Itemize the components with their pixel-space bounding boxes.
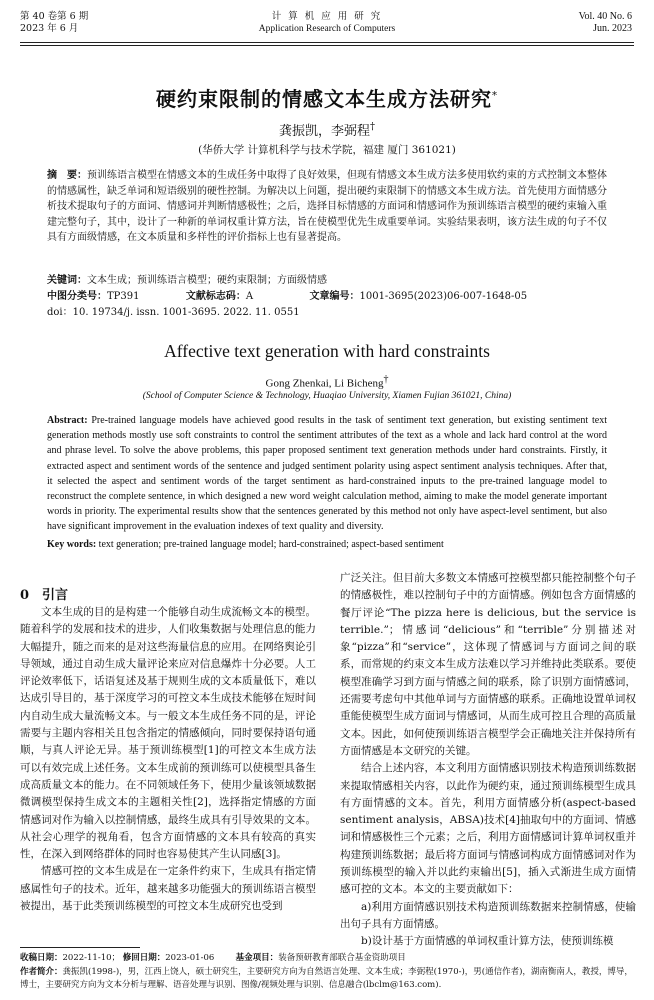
abstract-zh-text: 预训练语言模型在情感文本的生成任务中取得了良好效果，但现有情感文本生成方法多使用软约束的方式控制文本整体的情感属性，缺乏单词和短语级别的硬性控制。为解决以上问题，提出硬约束限制下的情感文本生成方法。首先使用方面情感分析技术提取句子的方面词、情感词并判断情感极性；之后，选择目标情感的方面词和情感词作为预训练语言模型的硬约束输入重建完整句子，其中，设计了一种新的单词权重计算方法，旨在使模型优先生成重要单词。实验结果表明，该方法生成的句子不仅具有方面级情感，在文本质量和多样性的评价指标上也有显著提高。 [47, 170, 607, 243]
volume-en: Vol. 40 No. 6 [578, 11, 632, 22]
contribution-item: a)利用方面情感识别技术构造预训练数据来控制情感，使输出句子具有方面情感。 [340, 900, 636, 930]
header-rule [20, 42, 634, 43]
journal-name-en: Application Research of Computers [258, 24, 396, 34]
received-label: 收稿日期： [20, 953, 63, 963]
body-paragraph: 文本生成的目的是构建一个能够自动生成流畅文本的模型。随着科学的发展和技术的进步，人们收集数据与处理信息的能力大幅提升，随之而来的是对这些海量信息的应用。在网络舆论引导领域，通过自动生成大量评论来应对信息爆炸十分必要。人工评论效率低下，话语复述及基于规则生成的文本质量低下，难以达成引导目的，基于深度学习的可控文本生成技术能够在短时间内自动生成大量流畅文本。与一般文本生成任务不同的是，评论需要与主题内容相关且包含指定的情感倾向，同时要保持语句通顺，与真人评论无异。基于预训练模型[1]的可控文本生成方法可以有效完成上述任务。文本生成前的预训练可以使模型具备生成高质量文本的能力。在不同领域任务下，使用少量该领域数据微调模型保持生成文本的主题相关性[2]，选择指定情感的方面情感词对作为输入以控制情感，最终生成具有引导效果的文本。从社会心理学的视角看，包含方面情感的文本具有较高的真实性，在深入到网络群体的同时也容易使其产生认同感[3]。 [20, 606, 316, 861]
doi: doi：10. 19734/j. issn. 1001-3695. 2022. 11. 0551 [47, 307, 300, 318]
bio-text: 龚振凯(1998-)，男，江西上饶人，硕士研究生，主要研究方向为自然语言处理、文本生成；李弼程(1970-)，男(通信作者)，湖南衡南人，教授，博导，博士，主要研究方向为文本分析与理解、语音处理与识别、图像/视频处理与识别、信息融合(lbclm@163.com). [20, 967, 633, 990]
keywords-en-text: text generation; pre-trained language model; hard-constrained; aspect-based sentiment [98, 539, 444, 550]
doc-code-label: 文献标志码： [185, 291, 246, 302]
authors-zh-text: 龚振凯，李弼程 [278, 124, 370, 139]
authors-en-text: Gong Zhenkai, Li Bicheng [265, 377, 384, 390]
paper-title-zh [0, 83, 654, 112]
contribution-item: b)设计基于方面情感的单词权重计算方法，使预训练模 [361, 935, 614, 948]
body-paragraph: 结合上述内容，本文利用方面情感识别技术构造预训练数据来提取情感相关内容，以此作为硬约束，通过预训练模型生成具有方面情感的文本。首先，利用方面情感分析(aspect-based sentiment analysis，ABSA)技术[4]抽取句中的方面词、情感词和情感极性三个元素；之后，利用方面情感词计算单词权重并构建预训练数据；最后将方面词与情感词构成方面情感词对作为预训练模型的输入并以此约束输出[5]，插入式渐进生成方面情感可控的文本。本文的主要贡献如下： [340, 762, 636, 896]
bio-label: 作者简介： [20, 967, 63, 977]
article-no-label: 文章编号： [309, 291, 360, 302]
affiliation-zh: (华侨大学 计算机科学与技术学院，福建 厦门 361021) [198, 144, 456, 156]
body-column-right [340, 570, 636, 951]
section-heading: 0 引言 [20, 588, 69, 603]
keywords-en-label: Key words: [47, 539, 97, 550]
keywords-en [47, 538, 607, 552]
footnote-bio [20, 966, 634, 992]
affiliation-en: (School of Computer Science & Technology, Huaqiao University, Xiamen Fujian 361021, China) [142, 391, 512, 401]
footnote-dates [20, 952, 634, 965]
article-no-value: 1001-3695(2023)06-007-1648-05 [359, 291, 528, 302]
date-zh: 2023 年 6 月 [20, 23, 79, 34]
volume-zh: 第 40 卷第 6 期 [20, 11, 89, 22]
title-footnote-mark: * [492, 90, 498, 102]
abstract-en [47, 413, 607, 535]
paper-title-zh-text: 硬约束限制的情感文本生成方法研究 [156, 87, 492, 111]
classification-line [47, 289, 607, 304]
paper-title-en: Affective text generation with hard constraints [164, 341, 490, 361]
clc-value: TP391 [107, 291, 140, 302]
authors-zh [0, 120, 654, 139]
received-date: 2022-11-10； [62, 953, 121, 963]
date-en: Jun. 2023 [593, 23, 632, 34]
body-paragraph: 情感可控的文本生成是在一定条件约束下，生成具有指定情感属性句子的技术。近年，越来越多功能强大的预训练语言模型被提出，基于此类预训练模型的可控文本生成研究也受到 [20, 865, 316, 913]
body-paragraph: 广泛关注。但目前大多数文本情感可控模型都只能控制整个句子的情感极性，难以控制句子中的方面情感。例如包含方面情感的餐厅评论“The pizza here is delicious, but the service is terrible.”；情感词“delicious”和“terrible”分别描述对象“pizza”和“service”，这体现了情感词与方面词之间的联系，而常规的约束文本生成方法难以学习并维持此类联系。要使模型准确学习到方面与情感之间的联系，除了识别方面情感词，还需要考虑句中其他单词与方面情感的联系。正确地设置单词权重能使模型生成方面词与情感词，从而生成可控且合理的高质量文本。因此，如何使预训练语言模型学会正确地关注并保持所有方面情感是本文研究的关键。 [340, 572, 636, 757]
abstract-zh [47, 168, 607, 246]
doc-code-value: A [245, 291, 254, 302]
body-column-left [20, 604, 316, 915]
abstract-en-text: Pre-trained language models have achieved good results in the task of sentiment text generation, but existing sentiment text generation methods mostly use soft constraints to control the sentiment attributes of the text as a whole and lack hard control at the word and phrase level. To solve the above problems, this paper proposed sentiment text generation methods under hard constraints. Firstly, it extracted aspect and sentiment words of the sentence and judged sentiment polarity using aspect sentiment analysis techniques. After that, it selected the aspect and sentiment words of the target sentiment as hard-constrained inputs to the pre-trained language model to reconstruct the complete sentence, in which designed a new word weight calculation method, aiming to make the model generate important words in priority. The experimental results show that the sentences generated by this method not only have aspect-level sentiment, but also have significant improvement in the evaluation indexes of text quality and diversity. [47, 415, 607, 533]
keywords-zh-text: 文本生成；预训练语言模型；硬约束限制；方面级情感 [87, 275, 327, 286]
keywords-zh [47, 273, 607, 288]
header-rule-2 [20, 45, 634, 46]
journal-name-zh: 计 算 机 应 用 研 究 [271, 11, 383, 22]
corresponding-mark-en: † [383, 374, 389, 385]
clc-label: 中图分类号： [47, 291, 107, 302]
revised-label: 修回日期： [122, 953, 166, 963]
revised-date: 2023-01-06 [165, 953, 215, 963]
keywords-zh-label: 关键词： [47, 275, 87, 286]
abstract-en-label: Abstract: [47, 415, 88, 426]
footnote-rule [20, 947, 140, 948]
fund-text: 装备预研教育部联合基金资助项目 [278, 953, 406, 963]
journal-issue-en [579, 11, 632, 35]
journal-name [0, 11, 654, 35]
abstract-zh-label: 摘 要： [47, 170, 87, 181]
corresponding-mark: † [370, 121, 375, 133]
fund-label: 基金项目： [235, 953, 279, 963]
authors-en [0, 374, 654, 390]
